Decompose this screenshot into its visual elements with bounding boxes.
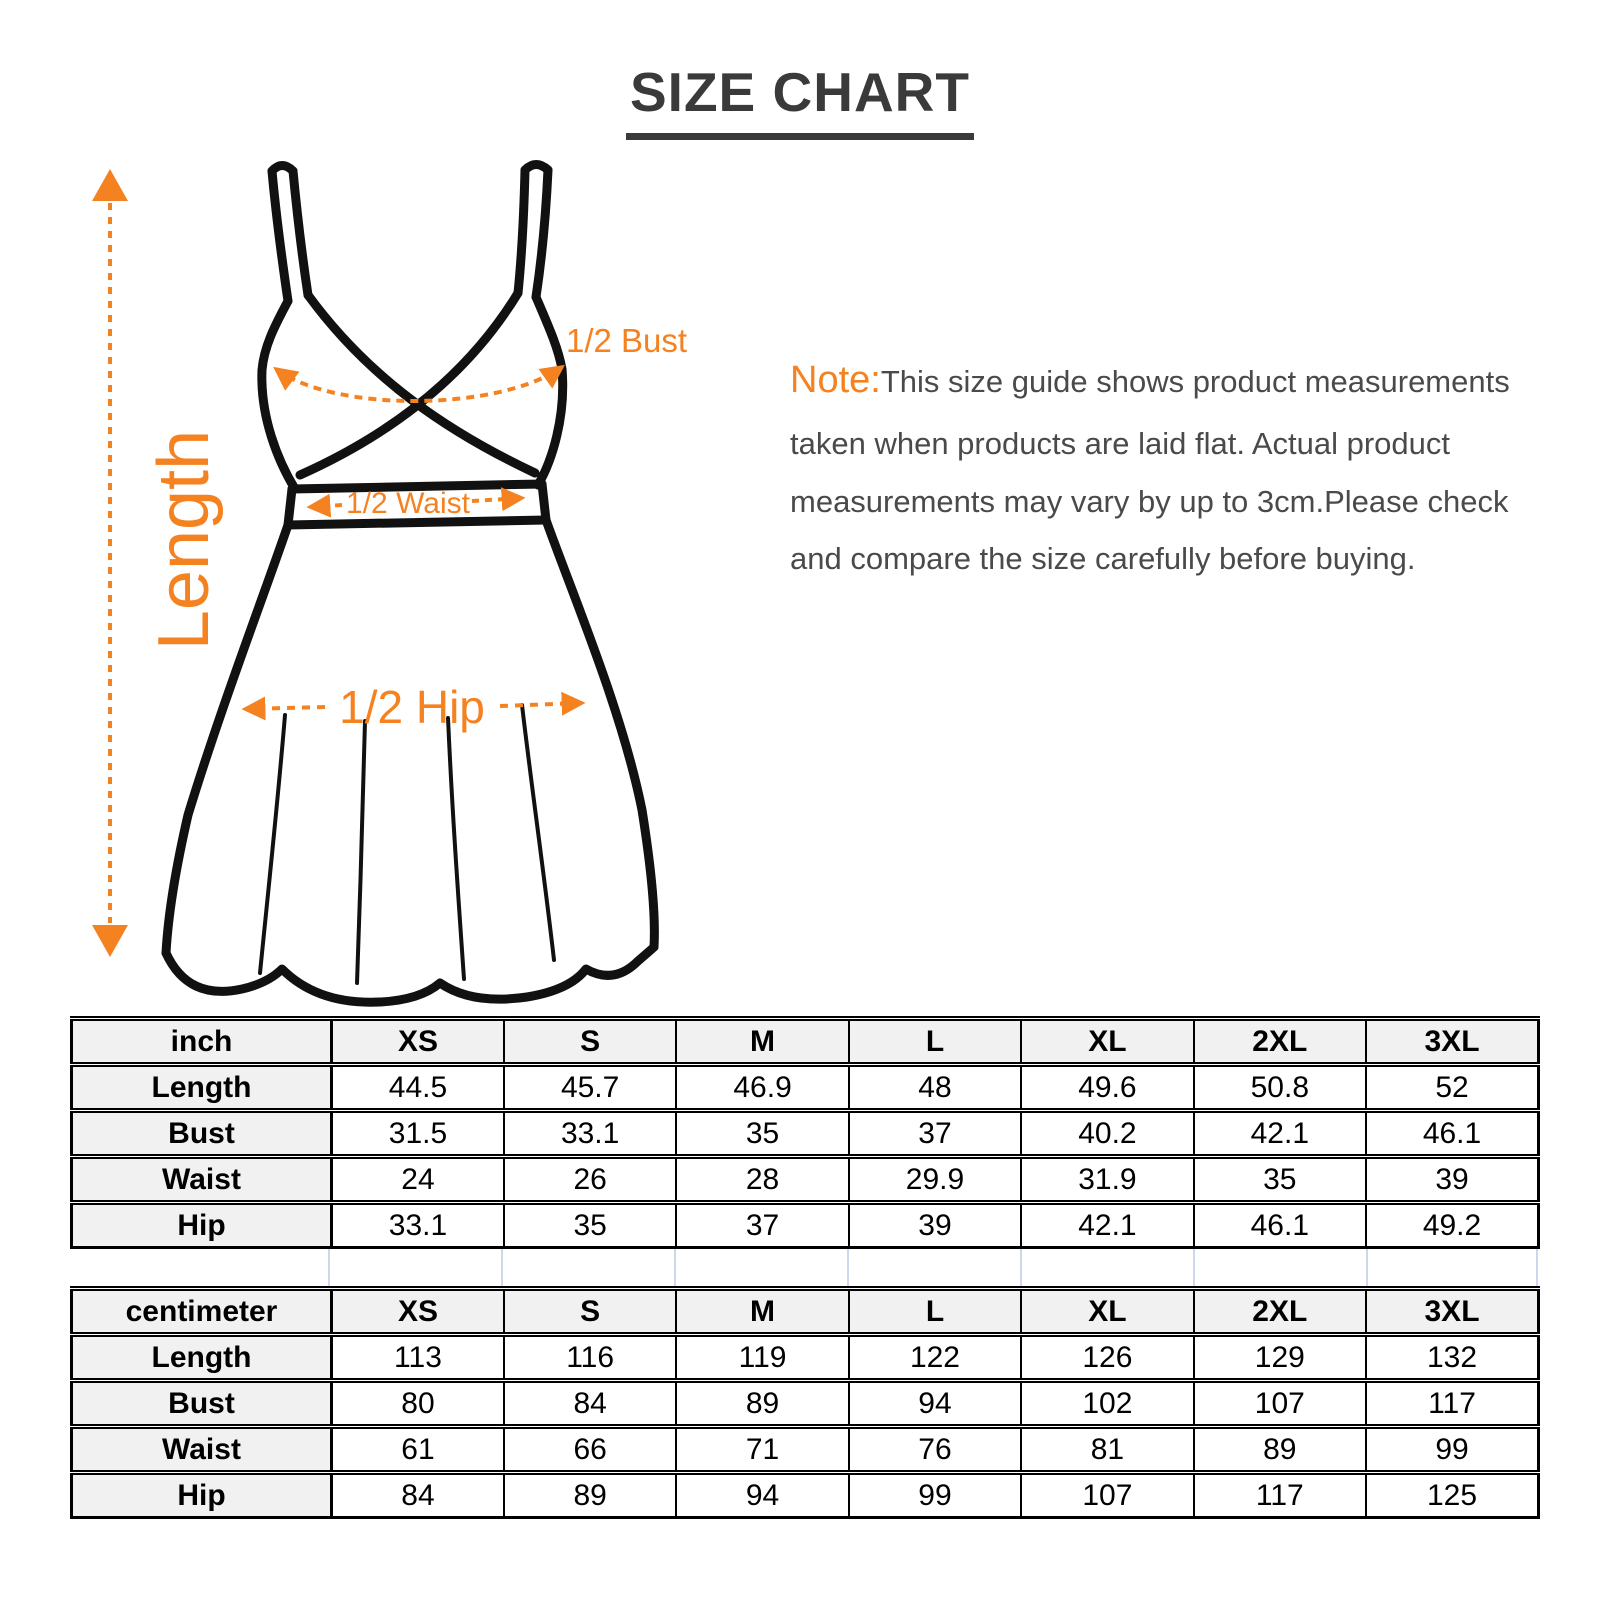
size-header-row (72, 1289, 1539, 1335)
value-cell: 31.9 (1021, 1157, 1193, 1203)
size-header-cell: M (676, 1019, 848, 1065)
waist-arrow-left (310, 505, 342, 507)
value-cell: 107 (1194, 1381, 1366, 1427)
value-cell: 71 (676, 1427, 848, 1473)
value-cell: 113 (332, 1335, 504, 1381)
value-cell: 125 (1366, 1473, 1538, 1518)
value-cell: 46.1 (1366, 1111, 1538, 1157)
size-header-cell: S (504, 1019, 676, 1065)
value-cell: 28 (676, 1157, 848, 1203)
left-strap (272, 171, 288, 301)
value-cell: 42.1 (1194, 1111, 1366, 1157)
size-header-cell: XL (1021, 1019, 1193, 1065)
size-header-cell: 3XL (1366, 1019, 1538, 1065)
value-cell: 126 (1021, 1335, 1193, 1381)
value-cell: 35 (504, 1203, 676, 1248)
value-cell: 37 (676, 1203, 848, 1248)
value-cell: 44.5 (332, 1065, 504, 1111)
value-cell: 122 (849, 1335, 1021, 1381)
title-wrap (0, 60, 1600, 140)
bodice-left-edge (262, 301, 295, 489)
value-cell: 119 (676, 1335, 848, 1381)
skirt-right-edge (546, 520, 654, 947)
measurement-row (72, 1381, 1539, 1427)
value-cell: 89 (1194, 1427, 1366, 1473)
row-label-cell: Hip (72, 1203, 332, 1248)
row-label-cell: Bust (72, 1381, 332, 1427)
row-label-cell: Waist (72, 1157, 332, 1203)
value-cell: 37 (849, 1111, 1021, 1157)
size-header-cell: M (676, 1289, 848, 1335)
measurement-row (72, 1157, 1539, 1203)
value-cell: 49.2 (1366, 1203, 1538, 1248)
value-cell: 102 (1021, 1381, 1193, 1427)
waist-label: 1/2 Waist (346, 487, 470, 520)
value-cell: 94 (676, 1473, 848, 1518)
value-cell: 33.1 (504, 1111, 676, 1157)
row-label-cell: Hip (72, 1473, 332, 1518)
value-cell: 35 (676, 1111, 848, 1157)
value-cell: 76 (849, 1427, 1021, 1473)
length-arrowhead-top (92, 169, 128, 201)
size-header-cell: 2XL (1194, 1289, 1366, 1335)
value-cell: 66 (504, 1427, 676, 1473)
hip-arrow-left (245, 707, 325, 709)
skirt-hem (166, 947, 654, 1002)
value-cell: 49.6 (1021, 1065, 1193, 1111)
value-cell: 48 (849, 1065, 1021, 1111)
value-cell: 80 (332, 1381, 504, 1427)
size-header-cell: L (849, 1289, 1021, 1335)
inch-size-table (70, 1016, 1540, 1249)
value-cell: 33.1 (332, 1203, 504, 1248)
size-header-cell: S (504, 1289, 676, 1335)
bust-label: 1/2 Bust (566, 322, 688, 359)
value-cell: 84 (332, 1473, 504, 1518)
value-cell: 52 (1366, 1065, 1538, 1111)
value-cell: 89 (676, 1381, 848, 1427)
value-cell: 94 (849, 1381, 1021, 1427)
size-header-cell: XS (332, 1289, 504, 1335)
unit-header-cell: centimeter (72, 1289, 332, 1335)
value-cell: 61 (332, 1427, 504, 1473)
value-cell: 40.2 (1021, 1111, 1193, 1157)
hip-label: 1/2 Hip (339, 681, 485, 733)
unit-header-cell: inch (72, 1019, 332, 1065)
value-cell: 89 (504, 1473, 676, 1518)
value-cell: 46.1 (1194, 1203, 1366, 1248)
value-cell: 46.9 (676, 1065, 848, 1111)
length-arrowhead-bottom (92, 925, 128, 957)
value-cell: 116 (504, 1335, 676, 1381)
value-cell: 81 (1021, 1427, 1193, 1473)
length-label: Length (144, 429, 224, 651)
value-cell: 99 (849, 1473, 1021, 1518)
value-cell: 24 (332, 1157, 504, 1203)
measurement-row (72, 1065, 1539, 1111)
value-cell: 50.8 (1194, 1065, 1366, 1111)
value-cell: 99 (1366, 1427, 1538, 1473)
row-label-cell: Bust (72, 1111, 332, 1157)
row-label-cell: Length (72, 1065, 332, 1111)
dress-diagram (80, 155, 700, 1015)
value-cell: 39 (1366, 1157, 1538, 1203)
value-cell: 129 (1194, 1335, 1366, 1381)
waist-arrow-right (472, 498, 522, 501)
right-strap (536, 170, 548, 297)
size-header-cell: XS (332, 1019, 504, 1065)
size-header-cell: 3XL (1366, 1289, 1538, 1335)
value-cell: 35 (1194, 1157, 1366, 1203)
skirt-pleats (260, 705, 554, 983)
bodice-right-edge (536, 297, 563, 485)
value-cell: 107 (1021, 1473, 1193, 1518)
value-cell: 45.7 (504, 1065, 676, 1111)
note-label: Note: (790, 359, 881, 401)
centimeter-size-table (70, 1286, 1540, 1519)
value-cell: 132 (1366, 1335, 1538, 1381)
row-label-cell: Length (72, 1335, 332, 1381)
value-cell: 42.1 (1021, 1203, 1193, 1248)
measurement-row (72, 1111, 1539, 1157)
value-cell: 29.9 (849, 1157, 1021, 1203)
size-header-row (72, 1019, 1539, 1065)
value-cell: 31.5 (332, 1111, 504, 1157)
value-cell: 26 (504, 1157, 676, 1203)
measurement-row (72, 1473, 1539, 1518)
dress-outline (166, 165, 654, 1003)
value-cell: 117 (1194, 1473, 1366, 1518)
page-title: SIZE CHART (626, 60, 974, 140)
size-header-cell: XL (1021, 1289, 1193, 1335)
measurement-row (72, 1427, 1539, 1473)
note-body: This size guide shows product measurements taken when products are laid flat. Actual product measurements may vary by up to 3cm.Please check and compare the size carefully before buying. (790, 364, 1510, 576)
size-header-cell: L (849, 1019, 1021, 1065)
length-arrow (92, 169, 128, 957)
row-label-cell: Waist (72, 1427, 332, 1473)
measurement-row (72, 1335, 1539, 1381)
value-cell: 117 (1366, 1381, 1538, 1427)
value-cell: 39 (849, 1203, 1021, 1248)
hip-arrow-right (500, 703, 582, 706)
measurement-row (72, 1203, 1539, 1248)
size-header-cell: 2XL (1194, 1019, 1366, 1065)
bust-arrow (276, 367, 562, 401)
value-cell: 84 (504, 1381, 676, 1427)
note-paragraph (790, 345, 1538, 587)
